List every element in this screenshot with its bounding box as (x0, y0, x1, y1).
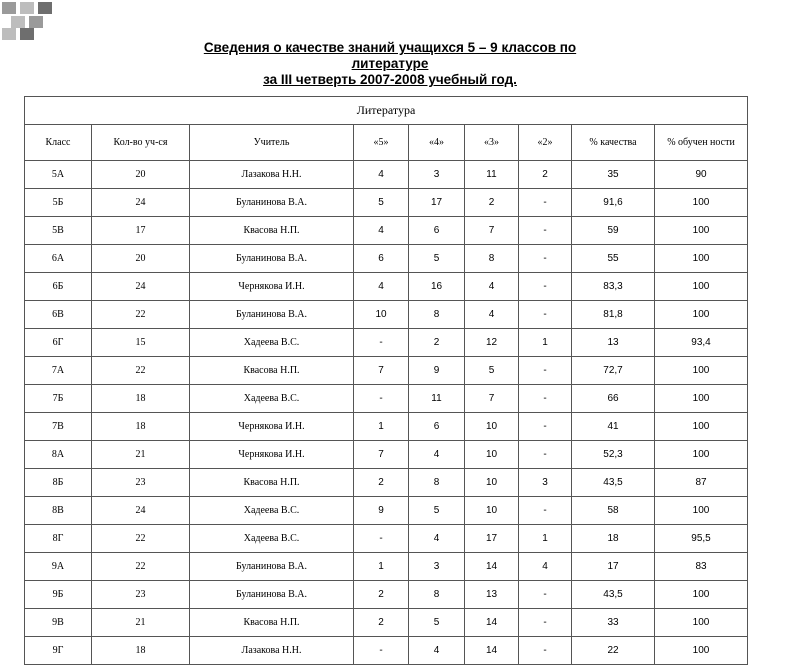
cell-grade-5: 1 (354, 553, 409, 581)
decor-square (38, 2, 52, 14)
cell-teacher: Квасова Н.П. (190, 217, 354, 245)
cell-teacher: Буланинова В.А. (190, 581, 354, 609)
cell-quality: 58 (572, 497, 655, 525)
cell-success: 83 (655, 553, 748, 581)
corner-squares-decoration (0, 0, 70, 42)
cell-count: 23 (92, 581, 190, 609)
table-caption: Литература (25, 97, 748, 125)
cell-grade-5: 7 (354, 441, 409, 469)
cell-teacher: Буланинова В.А. (190, 245, 354, 273)
cell-grade-4: 16 (409, 273, 465, 301)
cell-count: 23 (92, 469, 190, 497)
grades-table (24, 96, 748, 665)
cell-count: 24 (92, 189, 190, 217)
cell-class: 5Б (25, 189, 92, 217)
cell-teacher: Буланинова В.А. (190, 553, 354, 581)
cell-grade-2: - (519, 385, 572, 413)
cell-grade-2: 1 (519, 525, 572, 553)
cell-grade-4: 3 (409, 161, 465, 189)
title-line-3: за III четверть 2007-2008 учебный год. (263, 72, 517, 87)
cell-class: 5В (25, 217, 92, 245)
header-cell-quality: % качества (572, 125, 655, 161)
table-row (25, 161, 748, 189)
table-row (25, 581, 748, 609)
cell-grade-5: 2 (354, 469, 409, 497)
cell-grade-4: 4 (409, 525, 465, 553)
decor-square (29, 16, 43, 28)
cell-count: 24 (92, 497, 190, 525)
cell-grade-5: - (354, 637, 409, 665)
cell-grade-3: 10 (465, 469, 519, 497)
cell-grade-2: 1 (519, 329, 572, 357)
cell-quality: 72,7 (572, 357, 655, 385)
cell-quality: 83,3 (572, 273, 655, 301)
cell-grade-2: - (519, 581, 572, 609)
table-row (25, 273, 748, 301)
cell-teacher: Лазакова Н.Н. (190, 637, 354, 665)
cell-class: 9Г (25, 637, 92, 665)
cell-quality: 43,5 (572, 581, 655, 609)
cell-success: 100 (655, 357, 748, 385)
cell-quality: 43,5 (572, 469, 655, 497)
cell-class: 7А (25, 357, 92, 385)
cell-class: 6А (25, 245, 92, 273)
decor-square (20, 28, 34, 40)
cell-class: 9А (25, 553, 92, 581)
cell-success: 100 (655, 217, 748, 245)
title-line-2: литературе (351, 56, 429, 71)
cell-quality: 59 (572, 217, 655, 245)
cell-success: 100 (655, 497, 748, 525)
cell-grade-3: 13 (465, 581, 519, 609)
cell-class: 7Б (25, 385, 92, 413)
cell-grade-2: - (519, 301, 572, 329)
cell-count: 21 (92, 441, 190, 469)
cell-grade-2: - (519, 245, 572, 273)
cell-class: 6В (25, 301, 92, 329)
cell-class: 9Б (25, 581, 92, 609)
cell-quality: 33 (572, 609, 655, 637)
header-cell-success: % обучен ности (655, 125, 748, 161)
cell-count: 18 (92, 385, 190, 413)
header-cell-grade-4: «4» (409, 125, 465, 161)
cell-teacher: Буланинова В.А. (190, 301, 354, 329)
table-row (25, 441, 748, 469)
cell-grade-3: 4 (465, 273, 519, 301)
header-cell-grade-2: «2» (519, 125, 572, 161)
cell-success: 100 (655, 637, 748, 665)
cell-grade-4: 5 (409, 245, 465, 273)
table-row (25, 497, 748, 525)
table-row (25, 637, 748, 665)
cell-grade-3: 7 (465, 217, 519, 245)
table-row (25, 217, 748, 245)
cell-class: 5А (25, 161, 92, 189)
cell-success: 100 (655, 441, 748, 469)
title-line-1: Сведения о качестве знаний учащихся 5 – 9 классов по (203, 40, 577, 55)
cell-grade-5: 4 (354, 273, 409, 301)
cell-grade-5: 7 (354, 357, 409, 385)
cell-count: 22 (92, 525, 190, 553)
cell-quality: 66 (572, 385, 655, 413)
cell-grade-2: - (519, 357, 572, 385)
cell-quality: 18 (572, 525, 655, 553)
cell-count: 20 (92, 245, 190, 273)
cell-grade-3: 12 (465, 329, 519, 357)
cell-grade-4: 6 (409, 413, 465, 441)
cell-grade-4: 2 (409, 329, 465, 357)
cell-grade-5: 5 (354, 189, 409, 217)
cell-grade-2: 2 (519, 161, 572, 189)
cell-success: 95,5 (655, 525, 748, 553)
cell-quality: 55 (572, 245, 655, 273)
cell-grade-2: - (519, 273, 572, 301)
cell-quality: 52,3 (572, 441, 655, 469)
cell-grade-3: 14 (465, 637, 519, 665)
table-row (25, 245, 748, 273)
cell-count: 24 (92, 273, 190, 301)
header-cell-class: Класс (25, 125, 92, 161)
cell-quality: 91,6 (572, 189, 655, 217)
cell-grade-4: 3 (409, 553, 465, 581)
cell-success: 100 (655, 189, 748, 217)
cell-grade-3: 7 (465, 385, 519, 413)
cell-grade-4: 17 (409, 189, 465, 217)
cell-success: 100 (655, 581, 748, 609)
cell-grade-5: 4 (354, 217, 409, 245)
cell-success: 100 (655, 609, 748, 637)
cell-grade-2: - (519, 441, 572, 469)
cell-grade-5: - (354, 525, 409, 553)
table-header-row (25, 125, 748, 161)
cell-quality: 17 (572, 553, 655, 581)
cell-quality: 81,8 (572, 301, 655, 329)
table-row (25, 301, 748, 329)
cell-grade-5: 2 (354, 609, 409, 637)
cell-grade-2: - (519, 609, 572, 637)
cell-class: 7В (25, 413, 92, 441)
cell-grade-5: - (354, 385, 409, 413)
decor-square (11, 16, 25, 28)
cell-quality: 22 (572, 637, 655, 665)
cell-quality: 41 (572, 413, 655, 441)
cell-grade-3: 10 (465, 413, 519, 441)
cell-grade-5: 10 (354, 301, 409, 329)
cell-success: 90 (655, 161, 748, 189)
cell-grade-3: 14 (465, 553, 519, 581)
cell-teacher: Квасова Н.П. (190, 357, 354, 385)
cell-success: 100 (655, 245, 748, 273)
cell-quality: 35 (572, 161, 655, 189)
cell-grade-4: 9 (409, 357, 465, 385)
cell-grade-3: 10 (465, 497, 519, 525)
table-row (25, 469, 748, 497)
cell-count: 22 (92, 357, 190, 385)
cell-class: 6Г (25, 329, 92, 357)
cell-grade-2: 3 (519, 469, 572, 497)
table-row (25, 189, 748, 217)
header-cell-grade-3: «3» (465, 125, 519, 161)
cell-grade-4: 8 (409, 581, 465, 609)
cell-success: 100 (655, 273, 748, 301)
cell-count: 17 (92, 217, 190, 245)
cell-grade-3: 4 (465, 301, 519, 329)
header-cell-teacher: Учитель (190, 125, 354, 161)
cell-class: 8А (25, 441, 92, 469)
cell-success: 100 (655, 301, 748, 329)
cell-grade-5: 1 (354, 413, 409, 441)
table-row (25, 525, 748, 553)
cell-grade-4: 5 (409, 609, 465, 637)
cell-teacher: Хадеева В.С. (190, 497, 354, 525)
cell-success: 100 (655, 413, 748, 441)
cell-teacher: Чернякова И.Н. (190, 413, 354, 441)
cell-success: 87 (655, 469, 748, 497)
cell-grade-3: 17 (465, 525, 519, 553)
cell-class: 8В (25, 497, 92, 525)
cell-grade-3: 5 (465, 357, 519, 385)
cell-grade-2: - (519, 413, 572, 441)
decor-square (2, 2, 16, 14)
cell-count: 22 (92, 553, 190, 581)
table-row (25, 385, 748, 413)
cell-count: 21 (92, 609, 190, 637)
cell-count: 18 (92, 413, 190, 441)
cell-grade-4: 5 (409, 497, 465, 525)
table-row (25, 609, 748, 637)
cell-teacher: Хадеева В.С. (190, 525, 354, 553)
cell-grade-5: 6 (354, 245, 409, 273)
cell-class: 8Б (25, 469, 92, 497)
cell-teacher: Лазакова Н.Н. (190, 161, 354, 189)
cell-grade-4: 6 (409, 217, 465, 245)
document-title (160, 40, 620, 88)
table-row (25, 357, 748, 385)
cell-grade-2: 4 (519, 553, 572, 581)
cell-count: 18 (92, 637, 190, 665)
decor-square (20, 2, 34, 14)
cell-teacher: Квасова Н.П. (190, 609, 354, 637)
cell-count: 20 (92, 161, 190, 189)
cell-grade-3: 8 (465, 245, 519, 273)
cell-class: 6Б (25, 273, 92, 301)
cell-teacher: Квасова Н.П. (190, 469, 354, 497)
decor-square (2, 28, 16, 40)
cell-grade-3: 10 (465, 441, 519, 469)
cell-grade-4: 8 (409, 469, 465, 497)
cell-grade-2: - (519, 189, 572, 217)
cell-quality: 13 (572, 329, 655, 357)
cell-grade-4: 11 (409, 385, 465, 413)
cell-count: 15 (92, 329, 190, 357)
cell-grade-5: 2 (354, 581, 409, 609)
cell-teacher: Чернякова И.Н. (190, 441, 354, 469)
table-row (25, 329, 748, 357)
cell-grade-2: - (519, 217, 572, 245)
cell-class: 9В (25, 609, 92, 637)
cell-grade-5: 4 (354, 161, 409, 189)
cell-grade-2: - (519, 497, 572, 525)
header-cell-count: Кол-во уч-ся (92, 125, 190, 161)
cell-grade-4: 4 (409, 637, 465, 665)
cell-grade-3: 14 (465, 609, 519, 637)
cell-grade-3: 2 (465, 189, 519, 217)
cell-count: 22 (92, 301, 190, 329)
cell-success: 100 (655, 385, 748, 413)
header-cell-grade-5: «5» (354, 125, 409, 161)
cell-grade-3: 11 (465, 161, 519, 189)
cell-grade-2: - (519, 637, 572, 665)
cell-teacher: Хадеева В.С. (190, 329, 354, 357)
table-caption-row (25, 97, 748, 125)
cell-class: 8Г (25, 525, 92, 553)
cell-grade-4: 8 (409, 301, 465, 329)
cell-teacher: Хадеева В.С. (190, 385, 354, 413)
table-row (25, 553, 748, 581)
cell-success: 93,4 (655, 329, 748, 357)
cell-grade-5: - (354, 329, 409, 357)
table-row (25, 413, 748, 441)
cell-teacher: Чернякова И.Н. (190, 273, 354, 301)
cell-grade-4: 4 (409, 441, 465, 469)
cell-grade-5: 9 (354, 497, 409, 525)
cell-teacher: Буланинова В.А. (190, 189, 354, 217)
